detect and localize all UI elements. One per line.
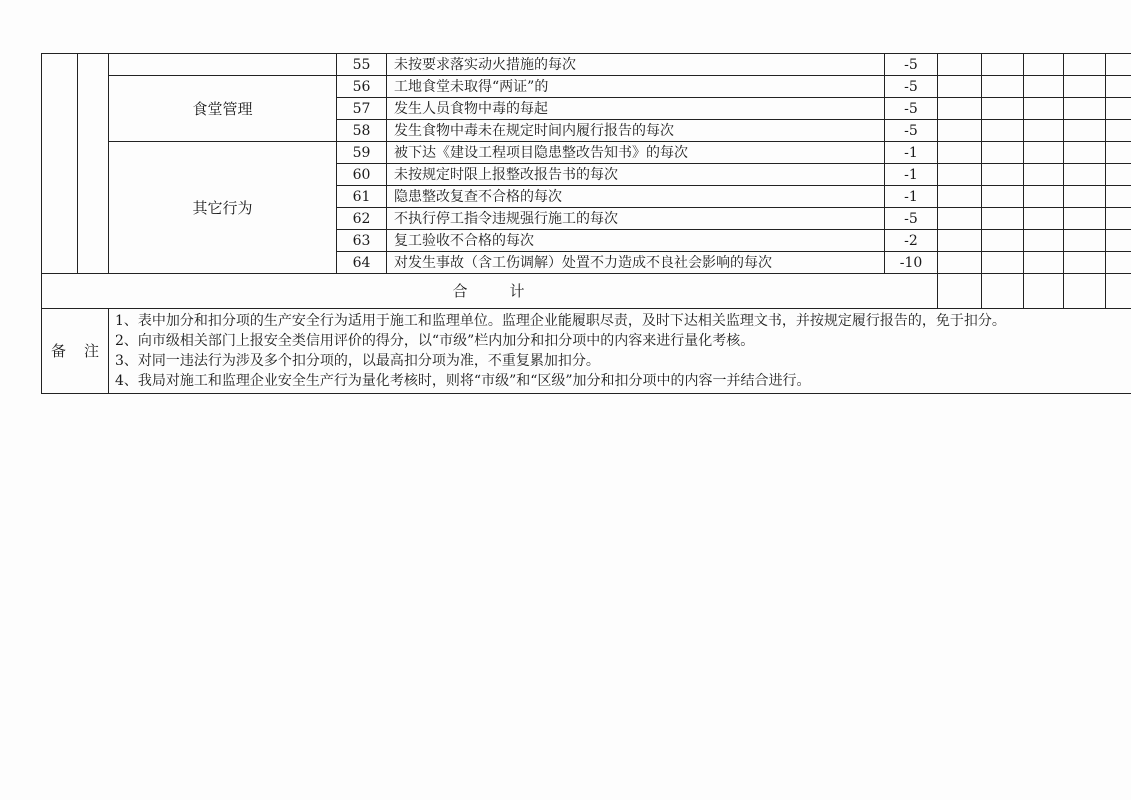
blank-cell bbox=[1024, 252, 1064, 274]
blank-cell bbox=[938, 76, 982, 98]
total-value-cell bbox=[982, 274, 1024, 309]
item-number: 63 bbox=[337, 230, 387, 252]
blank-cell bbox=[1024, 142, 1064, 164]
item-score: -10 bbox=[885, 252, 938, 274]
blank-cell bbox=[982, 76, 1024, 98]
blank-cell bbox=[1024, 164, 1064, 186]
blank-cell bbox=[1106, 120, 1131, 142]
blank-cell bbox=[1106, 164, 1131, 186]
total-value-cell bbox=[1106, 274, 1131, 309]
item-score: -5 bbox=[885, 98, 938, 120]
total-value-cell bbox=[1024, 274, 1064, 309]
blank-cell bbox=[938, 142, 982, 164]
item-score: -5 bbox=[885, 208, 938, 230]
blank-cell bbox=[1064, 76, 1106, 98]
blank-cell bbox=[1024, 54, 1064, 76]
item-description: 未按要求落实动火措施的每次 bbox=[387, 54, 885, 76]
blank-cell bbox=[1106, 142, 1131, 164]
blank-cell bbox=[938, 54, 982, 76]
blank-cell bbox=[1064, 120, 1106, 142]
item-description: 被下达《建设工程项目隐患整改告知书》的每次 bbox=[387, 142, 885, 164]
blank-cell bbox=[982, 120, 1024, 142]
blank-cell bbox=[982, 208, 1024, 230]
blank-cell bbox=[1064, 98, 1106, 120]
item-score: -1 bbox=[885, 186, 938, 208]
item-score: -5 bbox=[885, 54, 938, 76]
note-line-1: 1、表中加分和扣分项的生产安全行为适用于施工和监理单位。监理企业能履职尽责，及时下达相关监理文书，并按规定履行报告的，免于扣分。 bbox=[115, 313, 1006, 329]
blank-cell bbox=[1106, 186, 1131, 208]
blank-cell bbox=[1064, 186, 1106, 208]
blank-cell bbox=[1106, 208, 1131, 230]
item-description: 对发生事故（含工伤调解）处置不力造成不良社会影响的每次 bbox=[387, 252, 885, 274]
blank-cell bbox=[982, 54, 1024, 76]
table-row bbox=[42, 76, 1131, 98]
blank-cell bbox=[1024, 208, 1064, 230]
total-char-1: 合 bbox=[452, 282, 470, 300]
blank-cell bbox=[1064, 208, 1106, 230]
item-description: 隐患整改复查不合格的每次 bbox=[387, 186, 885, 208]
blank-cell bbox=[1024, 230, 1064, 252]
blank-cell bbox=[938, 230, 982, 252]
blank-cell bbox=[1024, 76, 1064, 98]
notes-char-2: 注 bbox=[84, 342, 100, 360]
total-label bbox=[42, 274, 938, 309]
item-number: 56 bbox=[337, 76, 387, 98]
item-score: -2 bbox=[885, 230, 938, 252]
section-cell bbox=[42, 54, 78, 274]
subsection-cell bbox=[78, 54, 109, 274]
blank-cell bbox=[938, 186, 982, 208]
notes-char-1: 备 bbox=[50, 342, 66, 360]
item-description: 发生人员食物中毒的每起 bbox=[387, 98, 885, 120]
note-line-2: 2、向市级相关部门上报安全类信用评价的得分，以“市级”栏内加分和扣分项中的内容来进行量化考核。 bbox=[115, 333, 755, 349]
blank-cell bbox=[982, 98, 1024, 120]
blank-cell bbox=[1106, 76, 1131, 98]
notes-body bbox=[109, 309, 1131, 394]
table-row bbox=[42, 54, 1131, 76]
item-score: -1 bbox=[885, 142, 938, 164]
item-score: -5 bbox=[885, 76, 938, 98]
item-number: 60 bbox=[337, 164, 387, 186]
blank-cell bbox=[1106, 230, 1131, 252]
blank-cell bbox=[1064, 230, 1106, 252]
blank-cell bbox=[1024, 120, 1064, 142]
total-char-2: 计 bbox=[509, 282, 527, 300]
blank-cell bbox=[938, 98, 982, 120]
blank-cell bbox=[1024, 186, 1064, 208]
item-score: -5 bbox=[885, 120, 938, 142]
item-number: 59 bbox=[337, 142, 387, 164]
total-value-cell bbox=[938, 274, 982, 309]
blank-cell bbox=[982, 142, 1024, 164]
blank-cell bbox=[982, 230, 1024, 252]
blank-cell bbox=[938, 164, 982, 186]
blank-cell bbox=[1064, 164, 1106, 186]
item-description: 发生食物中毒未在规定时间内履行报告的每次 bbox=[387, 120, 885, 142]
notes-label bbox=[42, 309, 109, 394]
blank-cell bbox=[938, 252, 982, 274]
blank-cell bbox=[938, 208, 982, 230]
item-score: -1 bbox=[885, 164, 938, 186]
item-number: 57 bbox=[337, 98, 387, 120]
note-line-4: 4、我局对施工和监理企业安全生产行为量化考核时，则将“市级”和“区级”加分和扣分项中的内容一并结合进行。 bbox=[115, 373, 811, 389]
score-table bbox=[41, 53, 1131, 394]
blank-cell bbox=[1106, 54, 1131, 76]
category-canteen: 食堂管理 bbox=[109, 76, 337, 142]
item-description: 未按规定时限上报整改报告书的每次 bbox=[387, 164, 885, 186]
item-description: 复工验收不合格的每次 bbox=[387, 230, 885, 252]
blank-cell bbox=[982, 164, 1024, 186]
category-other: 其它行为 bbox=[109, 142, 337, 274]
blank-cell bbox=[982, 252, 1024, 274]
blank-cell bbox=[1064, 142, 1106, 164]
item-description: 工地食堂未取得“两证”的 bbox=[387, 76, 885, 98]
item-description: 不执行停工指令违规强行施工的每次 bbox=[387, 208, 885, 230]
item-number: 64 bbox=[337, 252, 387, 274]
blank-cell bbox=[1024, 98, 1064, 120]
blank-cell bbox=[1064, 54, 1106, 76]
item-number: 55 bbox=[337, 54, 387, 76]
item-number: 61 bbox=[337, 186, 387, 208]
blank-cell bbox=[1064, 252, 1106, 274]
blank-cell bbox=[1106, 252, 1131, 274]
total-value-cell bbox=[1064, 274, 1106, 309]
blank-cell bbox=[1106, 98, 1131, 120]
total-row bbox=[42, 274, 1131, 309]
blank-cell bbox=[938, 120, 982, 142]
note-line-3: 3、对同一违法行为涉及多个扣分项的，以最高扣分项为准，不重复累加扣分。 bbox=[115, 353, 600, 369]
item-number: 62 bbox=[337, 208, 387, 230]
category-cell bbox=[109, 54, 337, 76]
table-row bbox=[42, 142, 1131, 164]
item-number: 58 bbox=[337, 120, 387, 142]
notes-row bbox=[42, 309, 1131, 394]
blank-cell bbox=[982, 186, 1024, 208]
